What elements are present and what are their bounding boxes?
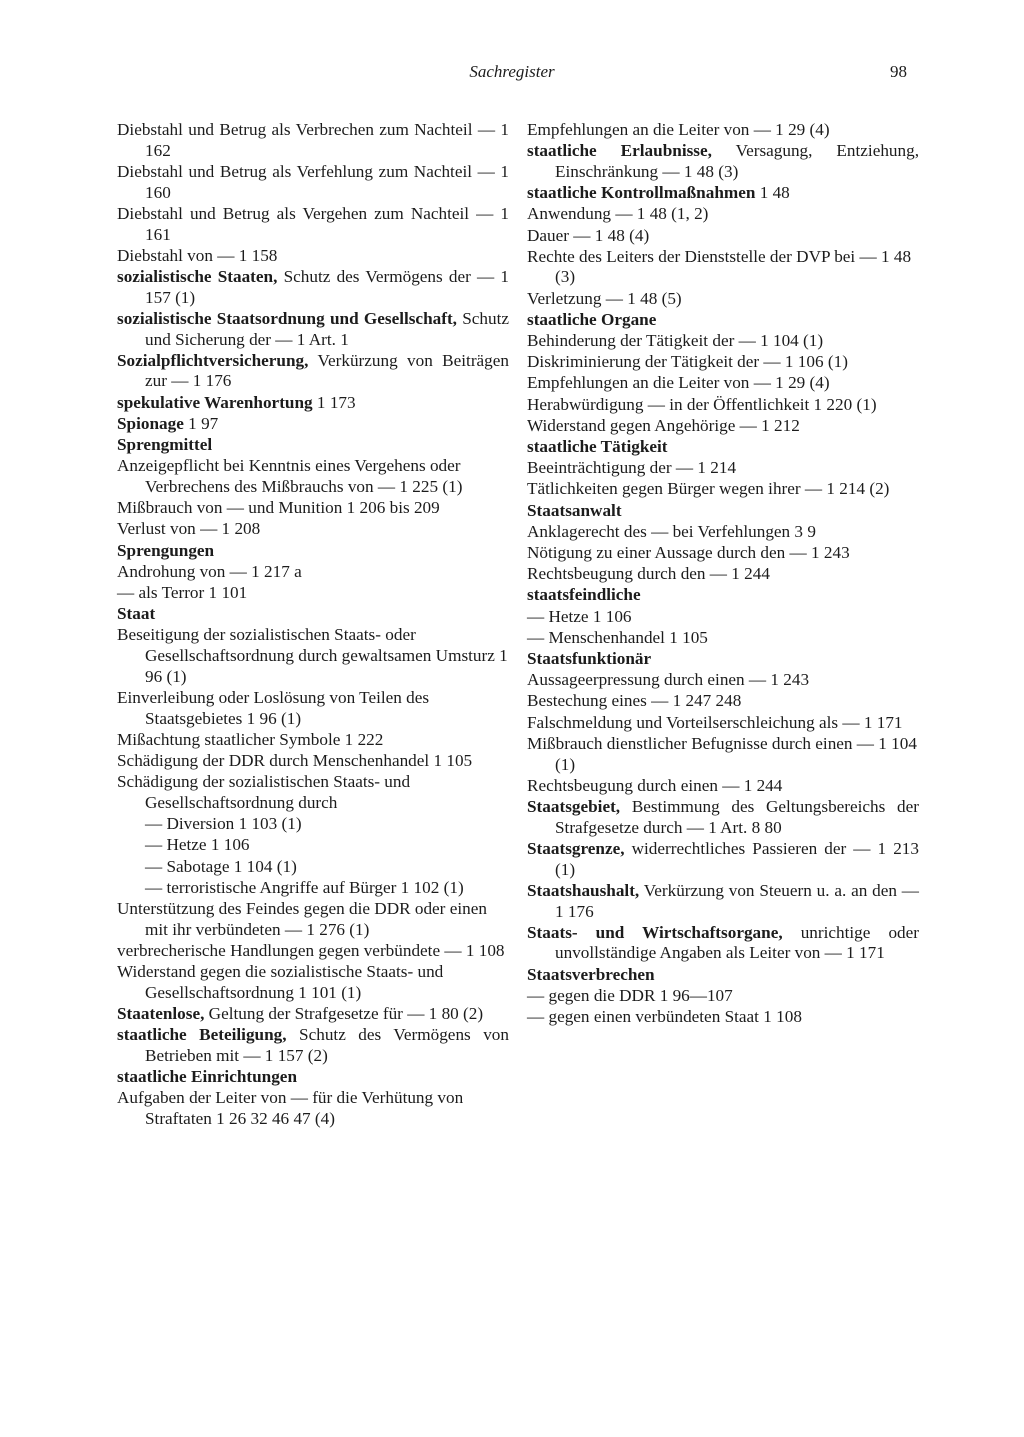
index-text: Bestimmung des Geltungsbereichs der Strafgesetze durch — 1 Art. 8 80	[555, 797, 919, 837]
index-subentry	[117, 562, 509, 583]
index-text: Geltung der Strafgesetze für — 1 80 (2)	[204, 1004, 484, 1024]
index-entry	[117, 351, 509, 392]
index-text: Anwendung — 1 48 (1, 2)	[527, 204, 709, 224]
index-subentry	[527, 226, 919, 247]
index-text: Beseitigung der sozialistischen Staats- oder Gesellschaftsordnung durch gewaltsamen Umsturz 1 96 (1)	[117, 625, 508, 686]
index-keyword: Staatenlose,	[117, 1004, 205, 1024]
index-text: Verletzung — 1 48 (5)	[527, 288, 682, 308]
index-keyword: sozialistische Staaten,	[117, 266, 278, 286]
index-text: Sprengmittel	[117, 435, 213, 455]
index-text: Mißbrauch dienstlicher Befugnisse durch einen — 1 104 (1)	[527, 733, 917, 774]
index-subsubentry	[117, 814, 509, 835]
index-subentry	[117, 772, 509, 813]
index-keyword: Staats- und Wirtschaftsorgane,	[527, 922, 783, 942]
page-number: 98	[890, 62, 907, 81]
index-subentry	[527, 331, 919, 352]
index-keyword: staatliche Erlaubnisse,	[527, 141, 712, 161]
index-subentry	[527, 458, 919, 479]
index-text: Diebstahl und Betrug als Vergehen zum Nachteil — 1 161	[117, 203, 509, 244]
index-subentry	[527, 776, 919, 797]
index-text: Mißbrauch von — und Munition 1 206 bis 209	[117, 498, 440, 518]
index-heading	[527, 310, 919, 331]
index-text: Schutz des Vermögens der — 1 157 (1)	[145, 266, 510, 307]
index-keyword: spekulative Warenhortung	[117, 392, 313, 412]
index-text: — Hetze 1 106	[145, 835, 250, 855]
index-text: 1 97	[183, 413, 219, 433]
index-subentry	[527, 670, 919, 691]
index-subentry	[527, 120, 919, 141]
index-subentry	[117, 962, 509, 1003]
index-heading	[527, 965, 919, 986]
index-subsubentry	[117, 835, 509, 856]
index-entry	[117, 1025, 509, 1066]
index-text: staatliche Einrichtungen	[117, 1067, 297, 1087]
index-text: Rechtsbeugung durch einen — 1 244	[527, 775, 783, 795]
index-subentry	[527, 986, 919, 1007]
index-text: Nötigung zu einer Aussage durch den — 1 243	[527, 543, 850, 563]
index-text: Verkürzung von Steuern u. a. an den — 1 176	[555, 880, 919, 921]
index-entry	[117, 393, 509, 414]
index-text: Mißachtung staatlicher Symbole 1 222	[117, 729, 384, 749]
index-entry	[527, 141, 919, 182]
index-subentry	[117, 519, 509, 540]
index-text: 1 48	[755, 183, 790, 203]
index-text: Schutz und Sicherung der — 1 Art. 1	[145, 308, 509, 349]
index-keyword: Staatsgrenze,	[527, 838, 625, 858]
index-text: — terroristische Angriffe auf Bürger 1 102 (1)	[145, 877, 464, 897]
index-keyword: Staatsgebiet,	[527, 797, 621, 816]
index-subentry	[527, 247, 919, 288]
index-subentry	[117, 1088, 509, 1129]
index-subentry	[527, 479, 919, 500]
index-text: Schädigung der DDR durch Menschenhandel 1 105	[117, 751, 473, 771]
index-text: Widerstand gegen Angehörige — 1 212	[527, 415, 800, 435]
index-subentry	[117, 899, 509, 940]
index-text: Verkürzung von Beiträgen zur — 1 176	[145, 350, 509, 391]
index-text: Rechte des Leiters der Dienststelle der DVP bei — 1 48 (3)	[527, 246, 912, 287]
index-subentry	[527, 543, 919, 564]
index-subentry	[527, 1007, 919, 1028]
index-text: Androhung von — 1 217 a	[117, 561, 302, 581]
index-text: widerrechtliches Passieren der — 1 213 (1)	[555, 838, 919, 879]
index-text: Diskriminierung der Tätigkeit der — 1 106 (1)	[527, 352, 848, 372]
index-text: staatsfeindliche	[527, 585, 641, 605]
index-column-right	[527, 120, 919, 1028]
index-entry	[117, 267, 509, 308]
index-text: Anklagerecht des — bei Verfehlungen 3 9	[527, 521, 816, 541]
index-column-left	[117, 120, 509, 1130]
index-text: Falschmeldung und Vorteilserschleichung als — 1 171	[527, 712, 903, 732]
index-text: Sprengungen	[117, 540, 215, 560]
index-heading	[527, 585, 919, 606]
index-text: 1 173	[312, 392, 356, 412]
index-subentry	[117, 625, 509, 687]
index-subentry	[527, 373, 919, 394]
index-text: Staat	[117, 604, 156, 624]
index-subentry	[527, 204, 919, 225]
index-text: Tätlichkeiten gegen Bürger wegen ihrer — 1 214 (2)	[527, 479, 890, 499]
index-text: verbrecherische Handlungen gegen verbündete — 1 108	[117, 940, 505, 960]
index-heading	[117, 435, 509, 456]
index-subentry	[117, 456, 509, 497]
index-heading	[527, 437, 919, 458]
index-text: Anzeigepflicht bei Kenntnis eines Vergehens oder Verbrechens des Mißbrauchs von — 1 225 (1)	[117, 456, 463, 496]
index-keyword: Sozialpflichtversicherung,	[117, 350, 309, 370]
index-subentry	[527, 416, 919, 437]
index-subentry	[117, 583, 509, 604]
index-entry	[117, 309, 509, 350]
index-subentry	[117, 941, 509, 962]
index-entry	[117, 204, 509, 245]
index-text: Versagung, Entziehung, Einschränkung — 1 48 (3)	[555, 141, 920, 181]
index-keyword: staatliche Kontrollmaßnahmen	[527, 183, 756, 203]
index-subentry	[527, 734, 919, 775]
index-text: — als Terror 1 101	[117, 582, 248, 602]
index-subentry	[527, 522, 919, 543]
index-heading	[117, 541, 509, 562]
index-entry	[117, 1004, 509, 1025]
index-text: Schutz des Vermögens von Betrieben mit — 1 157 (2)	[145, 1025, 509, 1065]
index-entry	[117, 246, 509, 267]
index-text: Widerstand gegen die sozialistische Staats- und Gesellschaftsordnung 1 101 (1)	[117, 962, 444, 1002]
index-text: Staatsfunktionär	[527, 649, 652, 669]
index-subsubentry	[117, 857, 509, 878]
index-text: Dauer — 1 48 (4)	[527, 225, 650, 245]
index-text: Einverleibung oder Loslösung von Teilen des Staatsgebietes 1 96 (1)	[117, 687, 430, 728]
page-header	[0, 58, 1024, 88]
index-subentry	[527, 628, 919, 649]
index-text: Diebstahl von — 1 158	[117, 245, 278, 265]
index-entry	[527, 183, 919, 204]
index-keyword: sozialistische Staatsordnung und Gesellschaft,	[117, 308, 457, 328]
index-text: Empfehlungen an die Leiter von — 1 29 (4)	[527, 120, 830, 139]
index-heading	[527, 649, 919, 670]
index-subentry	[527, 352, 919, 373]
index-text: unrichtige oder unvollständige Angaben als Leiter von — 1 171	[555, 922, 919, 963]
index-text: Aussageerpressung durch einen — 1 243	[527, 670, 810, 690]
index-text: Beeinträchtigung der — 1 214	[527, 458, 737, 478]
index-subentry	[527, 395, 919, 416]
index-text: Staatsverbrechen	[527, 964, 655, 984]
index-text: Staatsanwalt	[527, 500, 622, 520]
index-text: Empfehlungen an die Leiter von — 1 29 (4)	[527, 373, 830, 393]
index-subentry	[527, 607, 919, 628]
index-text: Verlust von — 1 208	[117, 519, 261, 539]
index-text: Aufgaben der Leiter von — für die Verhütung von Straftaten 1 26 32 46 47 (4)	[117, 1088, 464, 1129]
index-text: Diebstahl und Betrug als Verfehlung zum Nachteil — 1 160	[117, 161, 509, 202]
index-text: — Sabotage 1 104 (1)	[145, 856, 297, 876]
index-heading	[117, 604, 509, 625]
index-text: — gegen einen verbündeten Staat 1 108	[527, 1007, 802, 1027]
index-text: staatliche Tätigkeit	[527, 437, 668, 457]
index-text: Rechtsbeugung durch den — 1 244	[527, 564, 770, 584]
index-entry	[527, 839, 919, 880]
index-entry	[117, 120, 509, 161]
index-entry	[527, 797, 919, 838]
running-title: Sachregister	[469, 62, 555, 81]
index-entry	[117, 414, 509, 435]
index-keyword: staatliche Beteiligung,	[117, 1025, 287, 1045]
index-text: Diebstahl und Betrug als Verbrechen zum Nachteil — 1 162	[117, 120, 509, 160]
index-subentry	[117, 498, 509, 519]
index-text: Bestechung eines — 1 247 248	[527, 691, 742, 711]
index-keyword: Staatshaushalt,	[527, 880, 640, 900]
index-text: Herabwürdigung — in der Öffentlichkeit 1 220 (1)	[527, 394, 877, 414]
index-entry	[117, 162, 509, 203]
index-text: — Hetze 1 106	[527, 606, 632, 626]
index-text: — Diversion 1 103 (1)	[145, 814, 302, 834]
index-subentry	[117, 688, 509, 729]
index-text: — Menschenhandel 1 105	[527, 627, 708, 647]
index-text: — gegen die DDR 1 96—107	[527, 985, 733, 1005]
index-subentry	[527, 713, 919, 734]
index-text: Schädigung der sozialistischen Staats- und Gesellschaftsordnung durch	[117, 772, 411, 812]
index-entry	[527, 923, 919, 964]
index-subsubentry	[117, 878, 509, 899]
index-keyword: Spionage	[117, 413, 184, 433]
index-subentry	[117, 751, 509, 772]
index-heading	[527, 501, 919, 522]
index-text: staatliche Organe	[527, 309, 657, 329]
index-heading	[117, 1067, 509, 1088]
index-subentry	[117, 730, 509, 751]
index-text: Unterstützung des Feindes gegen die DDR oder einen mit ihr verbündeten — 1 276 (1)	[117, 899, 487, 939]
index-subentry	[527, 564, 919, 585]
index-text: Behinderung der Tätigkeit der — 1 104 (1)	[527, 331, 824, 351]
index-entry	[527, 881, 919, 922]
index-subentry	[527, 289, 919, 310]
index-subentry	[527, 691, 919, 712]
